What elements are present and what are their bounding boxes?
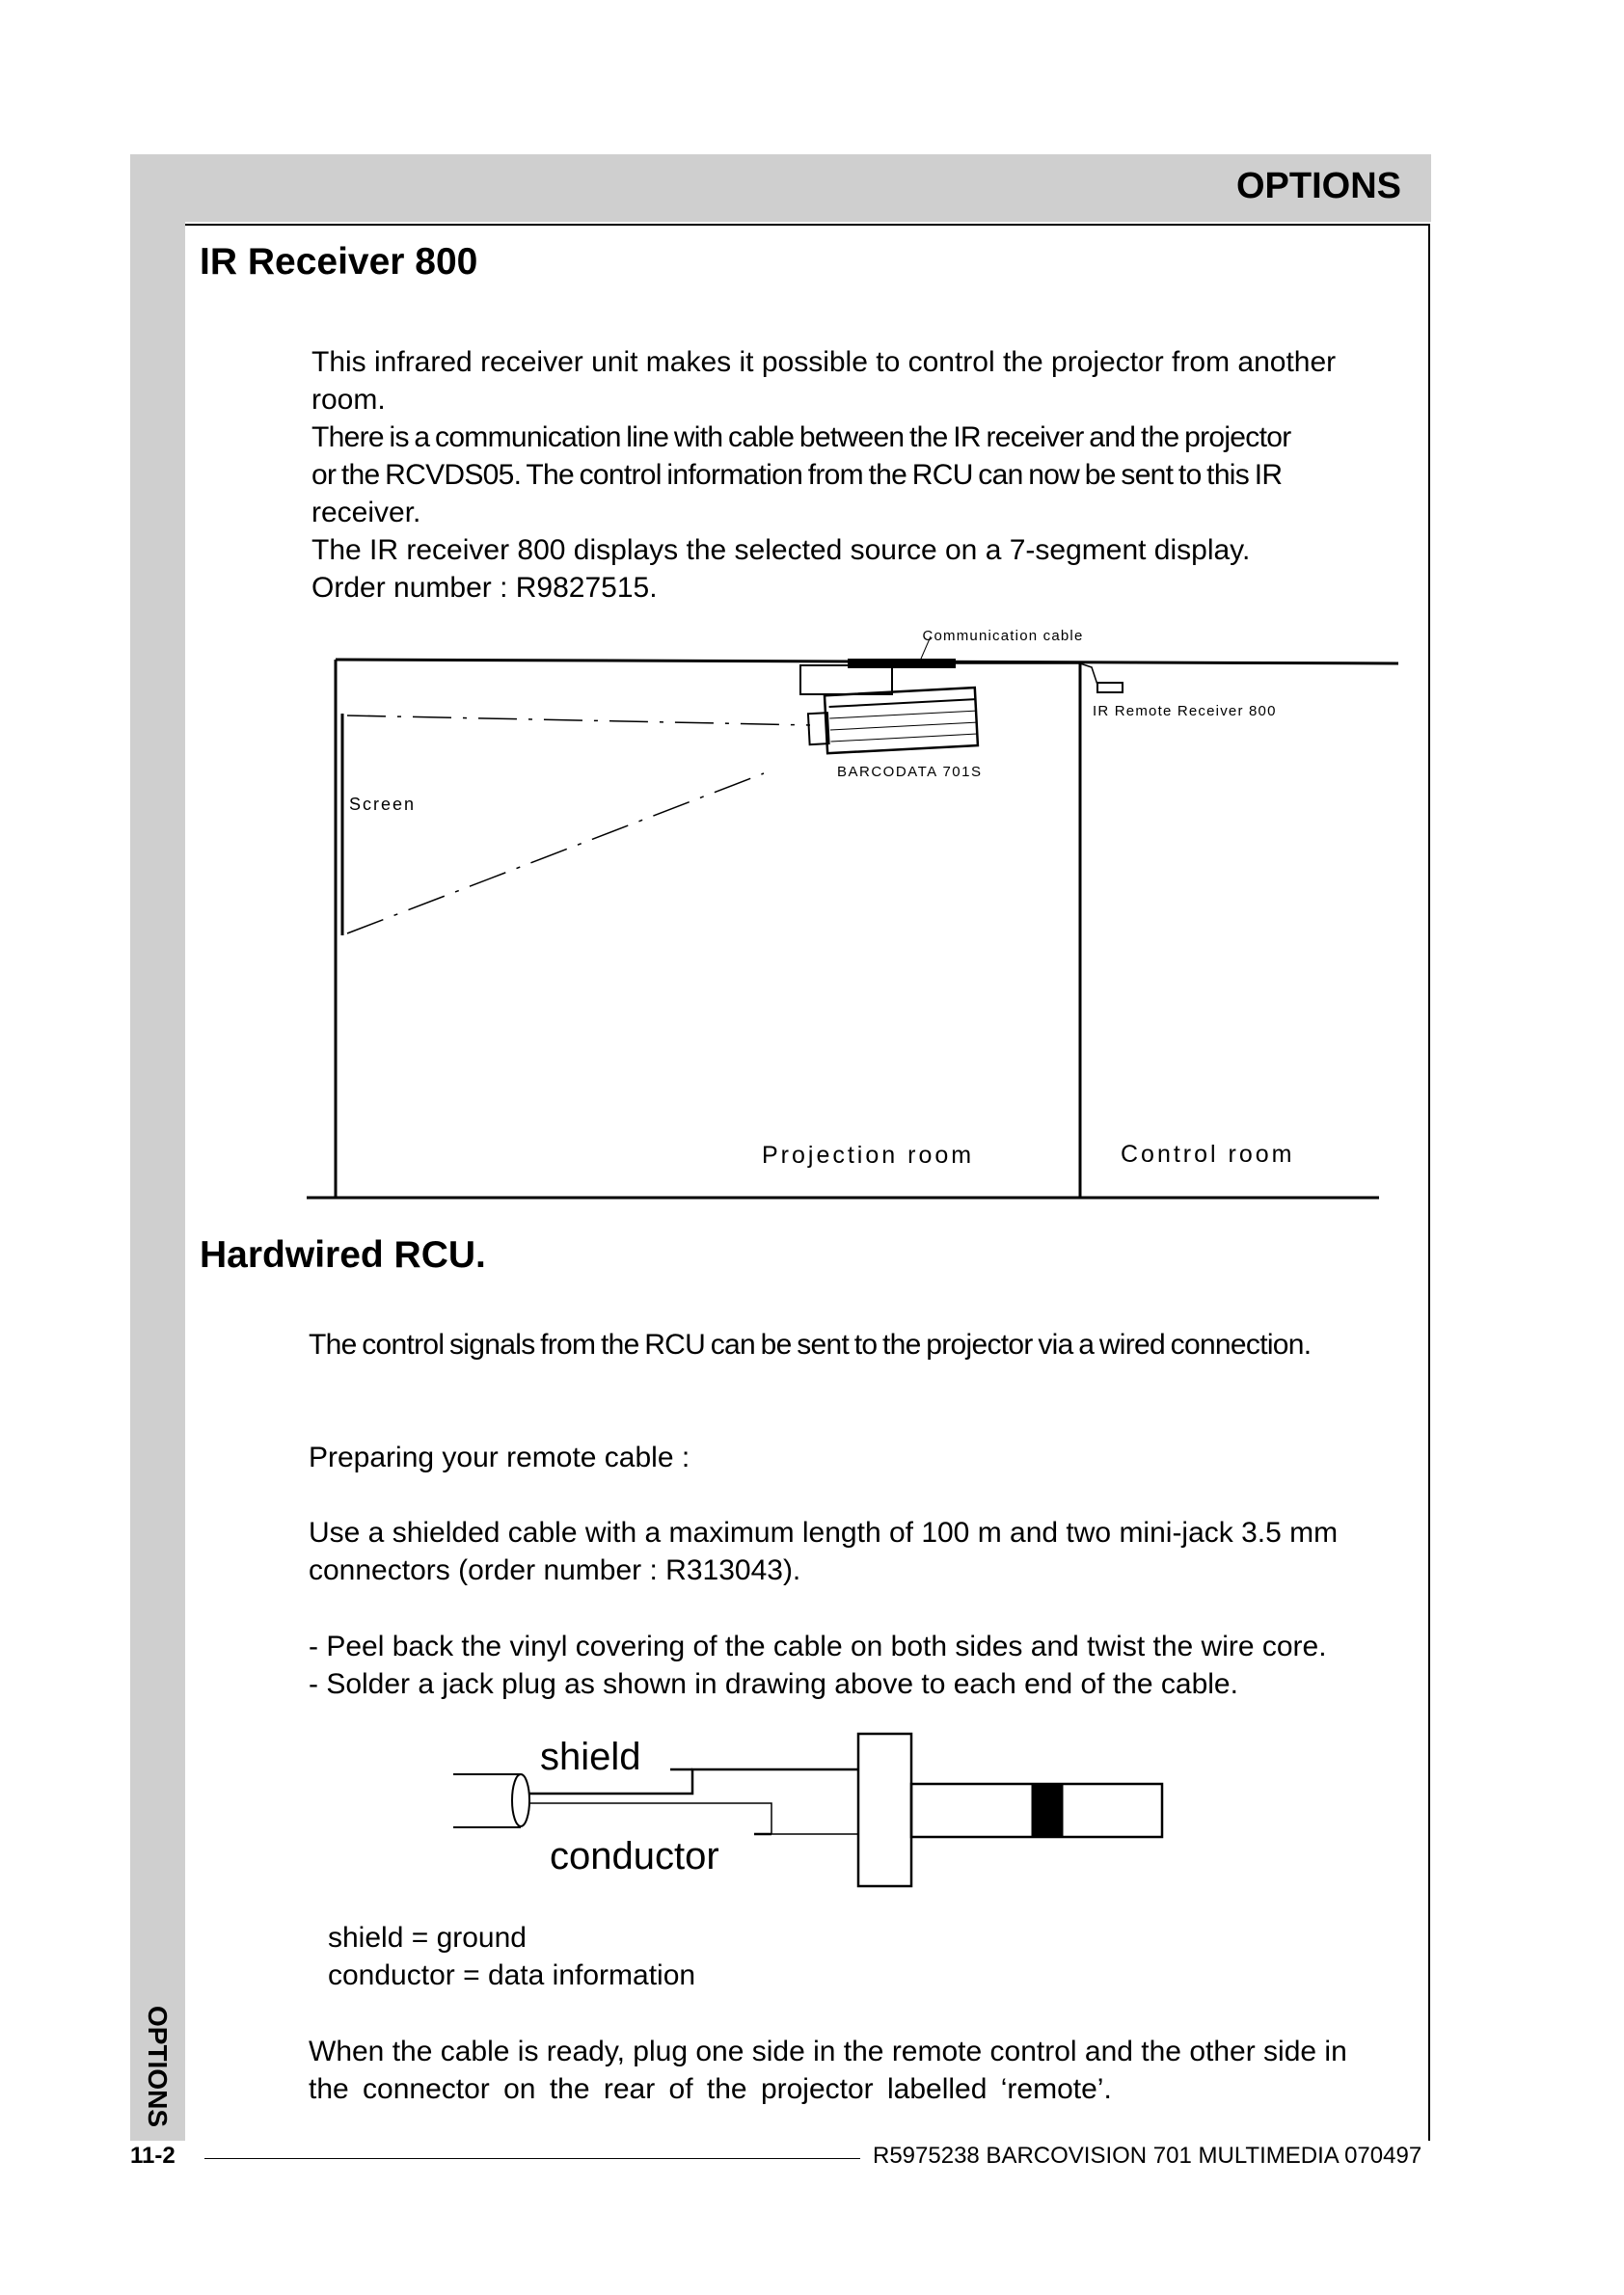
ir-line: This infrared receiver unit makes it possible to control the projector from another [311,346,1337,378]
ir-receiver-box [1097,683,1123,692]
page-header-title: OPTIONS [1235,166,1401,206]
ir-receiver-room-diagram [289,617,1408,1205]
legend-conductor: conductor = data information [328,1959,696,1991]
projector-label: BARCODATA 701S [837,764,983,780]
footer-rule [204,2158,860,2159]
projector-shape [807,688,978,754]
ir-remote-receiver-label: IR Remote Receiver 800 [1093,703,1277,719]
cable-spec-line: connectors (order number : R313043). [309,1554,801,1586]
side-section-label [136,2006,179,2049]
ir-line: room. [311,384,386,416]
hardwired-rcu-heading: Hardwired RCU. [200,1234,486,1276]
frame-right-rule [1428,224,1430,2141]
final-instruction-line: the connector on the rear of the projector labelled ‘remote’. [309,2073,1112,2105]
communication-cable-label: Communication cable [922,628,1084,644]
control-room-label: Control room [1121,1141,1295,1168]
preparing-label: Preparing your remote cable : [309,1442,690,1473]
ir-line: receiver. [311,497,421,528]
ir-line: The IR receiver 800 displays the selected source on a 7-segment display. [311,534,1251,566]
page-number: 11-2 [130,2143,176,2169]
final-instruction-line: When the cable is ready, plug one side in the remote control and the other side in [309,2036,1347,2067]
jack-plug-wiring-diagram [444,1726,1177,1909]
frame-divider [185,224,1429,226]
legend-shield: shield = ground [328,1922,527,1954]
ceiling-mount [800,665,892,694]
jack-connector-body [858,1734,911,1886]
conductor-wire [528,1803,858,1834]
footer-reference: R5975238 BARCOVISION 701 MULTIMEDIA 070497 [873,2143,1422,2169]
ir-receiver-heading: IR Receiver 800 [200,241,478,283]
projection-room-label: Projection room [762,1142,975,1169]
ir-line: or the RCVDS05. The control information from the RCU can now be sent to this IR [311,459,1283,491]
plug-insulator-ring [1032,1784,1063,1837]
cable-spec-line: Use a shielded cable with a maximum length of 100 m and two mini-jack 3.5 mm [309,1517,1339,1549]
instruction-step: - Peel back the vinyl covering of the cable on both sides and twist the wire core. [309,1631,1327,1662]
ir-line: Order number : R9827515. [311,572,658,604]
instruction-step: - Solder a jack plug as shown in drawing above to each end of the cable. [309,1668,1238,1700]
ir-receiver-description [311,343,1401,607]
beam-upper-line [347,716,810,725]
mount-plate [849,660,955,667]
side-band [130,154,185,2141]
cable-end [512,1774,529,1826]
screen-label: Screen [349,795,417,814]
conductor-label: conductor [550,1835,719,1877]
ir-line: There is a communication line with cable between the IR receiver and the projector [311,421,1291,453]
shield-label: shield [540,1736,641,1778]
rcu-intro: The control signals from the RCU can be sent to the projector via a wired connection. [309,1329,1312,1361]
communication-cable [955,663,1097,685]
